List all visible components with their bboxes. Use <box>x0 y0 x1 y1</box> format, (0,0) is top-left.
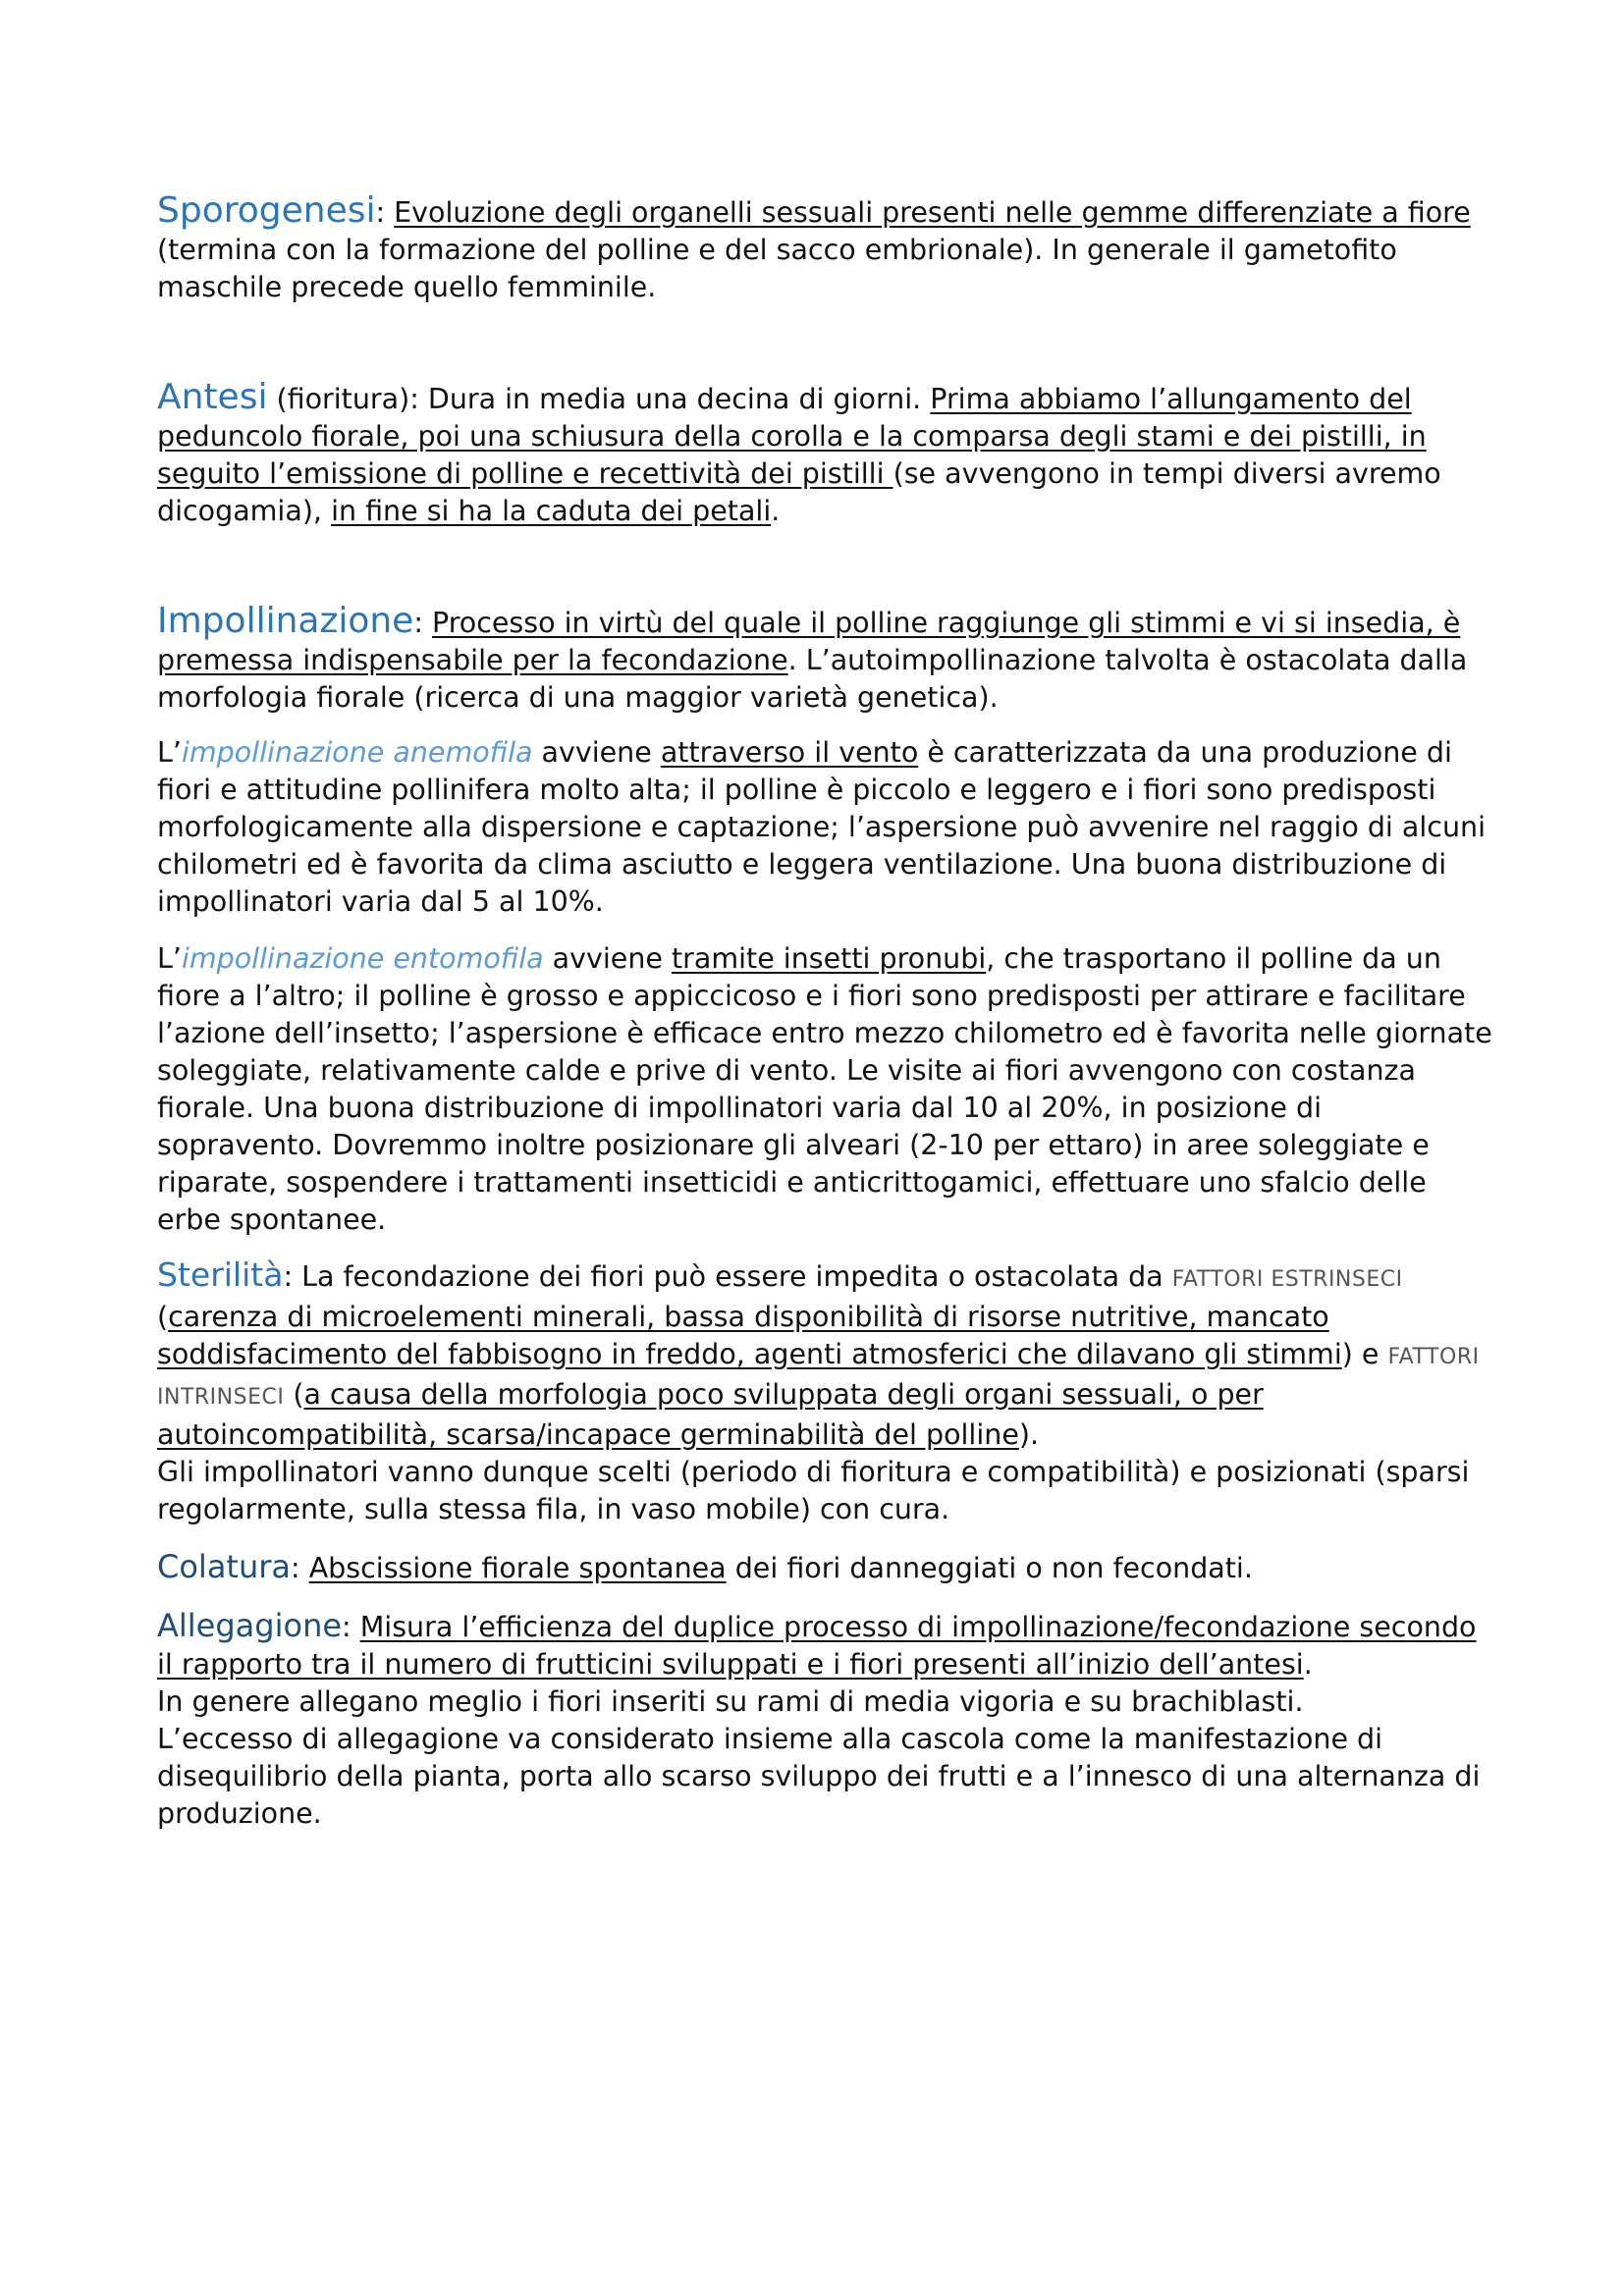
paragraph-sterilita <box>157 1256 1492 1528</box>
underlined-text: a causa della morfologia poco sviluppata degli organi sessuali, o per autoincompatibilità, scarsa/incapace germinabilità del polline <box>157 1378 1264 1451</box>
text: (fioritura): Dura in media una decina di giorni. <box>267 383 931 415</box>
heading-sterilita: Sterilità <box>157 1255 284 1294</box>
text: (termina con la formazione del polline e del sacco embrionale). In generale il gametofito maschile precede quello femminile. <box>157 234 1397 303</box>
heading-antesi: Antesi <box>157 377 268 417</box>
text: : <box>291 1552 309 1584</box>
underlined-text: carenza di microelementi minerali, bassa disponibilità di risorse nutritive, mancato soddisfacimento del fabbisogno in freddo, agenti atmosferici che dilavano gli stimmi <box>157 1301 1342 1370</box>
text: (se avvengono in tempi diversi avremo dicogamia), <box>157 457 1441 527</box>
text: L’ <box>157 942 182 975</box>
text: Gli impollinatori vanno dunque scelti (periodo di fioritura e compatibilità) e posizionati (sparsi regolarmente, sulla stessa fila, in vaso mobile) con cura. <box>157 1456 1470 1525</box>
term-entomofila: impollinazione entomofila <box>181 942 544 975</box>
text: . <box>771 495 781 527</box>
text: : <box>413 607 433 639</box>
text: è caratterizzata da una produzione di fiori e attitudine pollinifera molto alta; il polline è piccolo e leggero e i fiori sono predisposti morfologicamente alla dispersione e captazione; l’aspersione può avvenire nel raggio di alcuni chilometri ed è favorita da clima asciutto e leggera ventilazione. Una buona distribuzione di impollinatori varia dal 5 al 10%. <box>157 736 1486 918</box>
underlined-text: tramite insetti pronubi <box>671 942 987 975</box>
text: ). <box>1018 1418 1040 1451</box>
underlined-text: Prima abbiamo l’allungamento del peduncolo fiorale, poi una schiusura della corolla e la comparsa degli stami e dei pistilli, in seguito l’emissione di polline e recettività dei pistilli <box>157 383 1427 490</box>
label-fattori-estrinseci: FATTORI ESTRINSECI <box>1171 1267 1403 1292</box>
paragraph-entomofila <box>157 940 1492 1239</box>
text: : <box>375 196 395 229</box>
paragraph-antesi <box>157 379 1492 530</box>
underlined-text: Abscissione fiorale spontanea <box>308 1552 727 1584</box>
text: dei fiori danneggiati o non fecondati. <box>726 1552 1253 1584</box>
underlined-text: Misura l’efficienza del duplice processo di impollinazione/fecondazione secondo il rapporto tra il numero di frutticini sviluppati e i fiori presenti all’inizio dell’antesi <box>157 1611 1477 1681</box>
text: . L’autoimpollinazione talvolta è ostacolata dalla morfologia fiorale (ricerca di una maggior varietà genetica). <box>157 644 1468 714</box>
paragraph-anemofila <box>157 734 1492 921</box>
underlined-text: attraverso il vento <box>660 736 919 769</box>
underlined-text: Evoluzione degli organelli sessuali presenti nelle gemme differenziate a fiore <box>394 196 1471 229</box>
paragraph-sporogenesi <box>157 192 1492 306</box>
text: L’ <box>157 736 182 769</box>
underlined-text: in fine si ha la caduta dei petali <box>331 495 772 527</box>
text: In genere allegano meglio i fiori inseriti su rami di media vigoria e su brachiblasti. <box>157 1685 1304 1718</box>
text: ( <box>284 1378 304 1411</box>
document-body <box>157 192 1492 1833</box>
text: ( <box>157 1301 169 1333</box>
heading-colatura: Colatura <box>157 1548 292 1585</box>
term-anemofila: impollinazione anemofila <box>181 736 533 769</box>
underlined-text: Processo in virtù del quale il polline raggiunge gli stimmi e vi si insedia, è premessa indispensabile per la fecondazione <box>157 607 1461 676</box>
heading-sporogenesi: Sporogenesi <box>157 190 376 231</box>
text: : <box>342 1611 360 1643</box>
paragraph-allegagione <box>157 1607 1492 1833</box>
paragraph-impollinazione <box>157 603 1492 717</box>
paragraph-colatura <box>157 1548 1492 1587</box>
text: ) e <box>1341 1338 1388 1370</box>
heading-impollinazione: Impollinazione <box>157 601 414 641</box>
heading-allegagione: Allegagione <box>157 1607 343 1644</box>
text: : La fecondazione dei fiori può essere impedita o ostacolata da <box>283 1260 1172 1293</box>
label-fattori-intrinseci: FATTORI INTRINSECI <box>157 1345 1480 1410</box>
text: avviene <box>532 736 661 769</box>
text: . <box>1303 1648 1313 1681</box>
text: avviene <box>543 942 672 975</box>
text: , che trasportano il polline da un fiore a l’altro; il polline è grosso e appiccicoso e i fiori sono predisposti per attirare e facilitare l’azione dell’insetto; l’aspersione è efficace entro mezzo chilometro ed è favorita nelle giornate soleggiate, relativamente calde e prive di vento. Le visite ai fiori avvengono con costanza fiorale. Una buona distribuzione di impollinatori varia dal 10 al 20%, in posizione di sopravento. Dovremmo inoltre posizionare gli alveari (2-10 per ettaro) in aree soleggiate e riparate, sospendere i trattamenti insetticidi e anticrittogamici, effettuare uno sfalcio delle erbe spontanee. <box>157 942 1492 1236</box>
text: L’eccesso di allegagione va considerato insieme alla cascola come la manifestazione di disequilibrio della pianta, porta allo scarso sviluppo dei frutti e a l’innesco di una alternanza di produzione. <box>157 1723 1481 1830</box>
